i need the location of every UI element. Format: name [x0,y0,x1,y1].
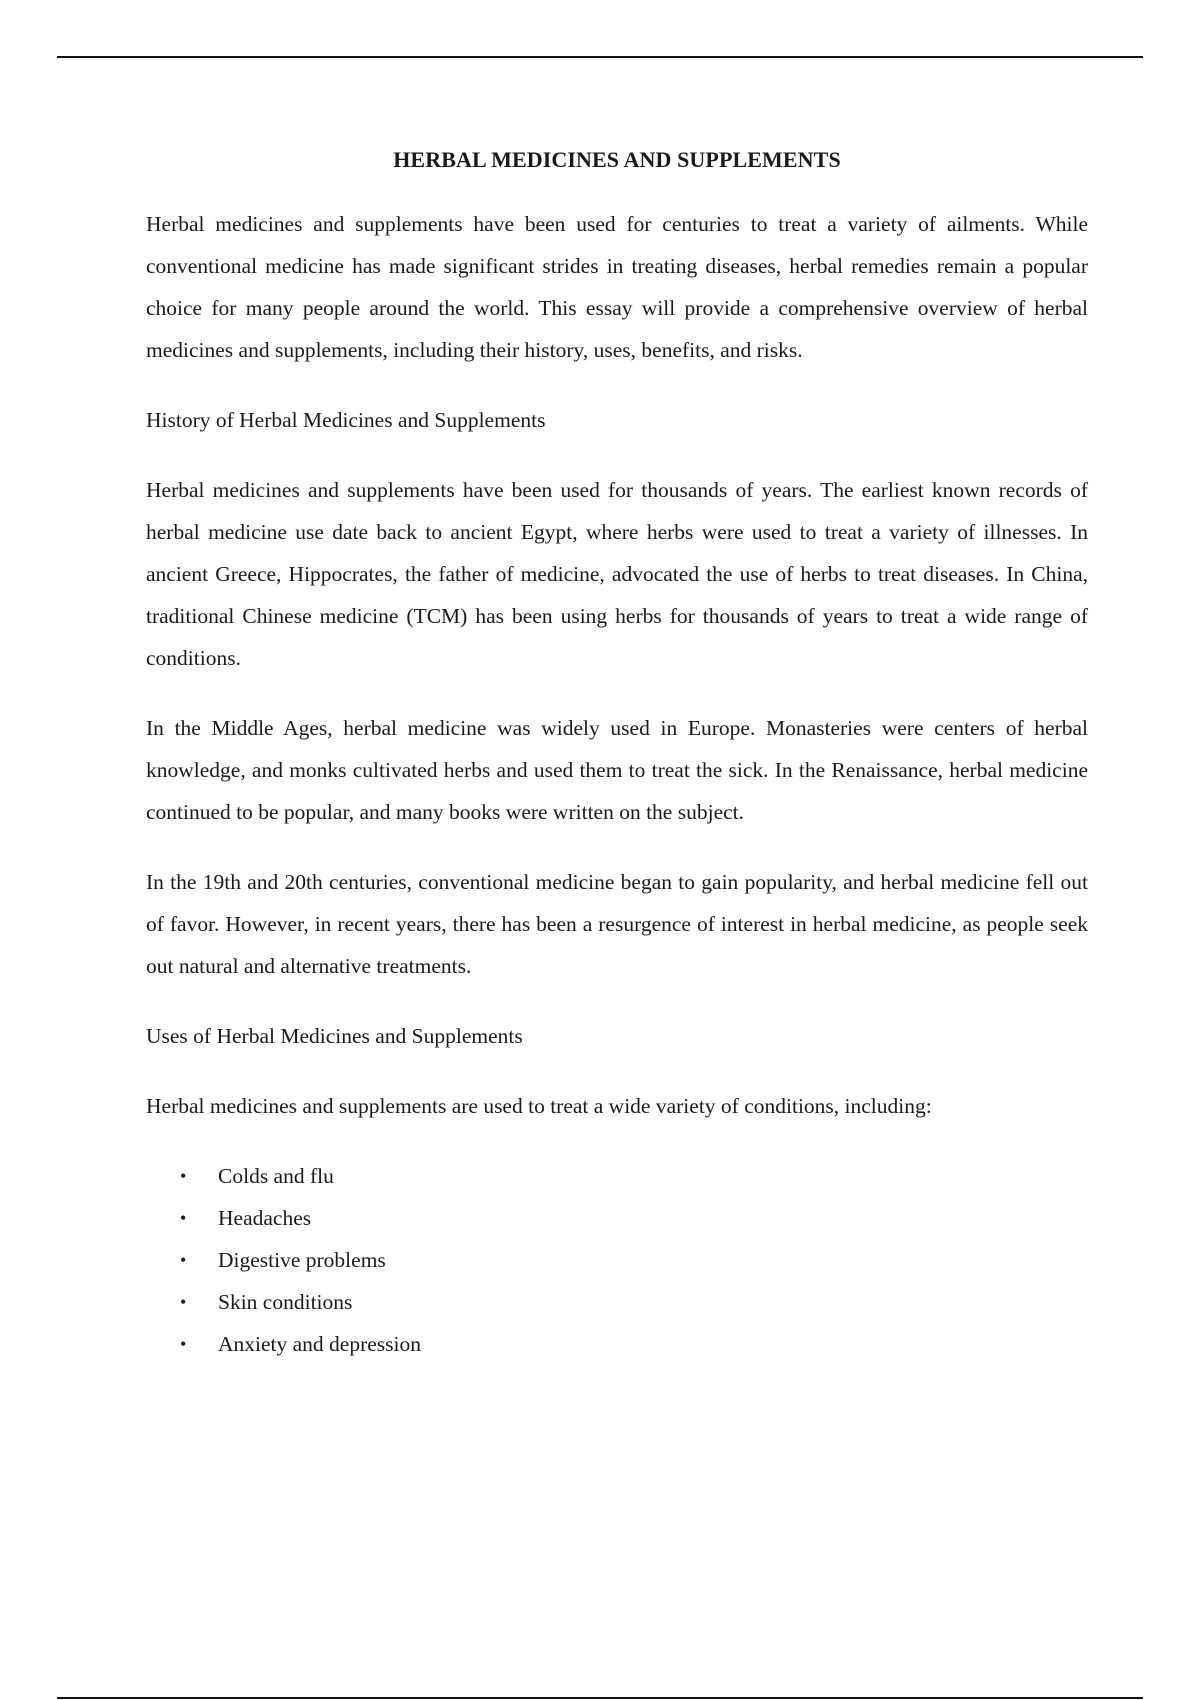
uses-list [146,1155,1088,1365]
uses-heading: Uses of Herbal Medicines and Supplements [146,1024,523,1048]
document-body [146,139,1088,1365]
list-item-label: Headaches [218,1206,312,1230]
bottom-rule [57,1697,1143,1699]
list-item [146,1239,1088,1281]
top-rule [57,56,1143,58]
bullet-icon: • [180,1166,187,1186]
bullet-icon: • [180,1334,187,1354]
list-item-label: Skin conditions [218,1290,353,1314]
bullet-icon: • [180,1250,187,1270]
list-item-label: Digestive problems [218,1248,386,1272]
list-item [146,1197,1088,1239]
history-paragraph-1: Herbal medicines and supplements have been used for thousands of years. The earliest known records of herbal medicine use date back to ancient Egypt, where herbs were used to treat a variety of illnesses. In ancient Greece, Hippocrates, the father of medicine, advocated the use of herbs to treat diseases. In China, traditional Chinese medicine (TCM) has been using herbs for thousands of years to treat a wide range of conditions. [146,478,1088,670]
history-paragraph-3: In the 19th and 20th centuries, conventional medicine began to gain popularity, and herbal medicine fell out of favor. However, in recent years, there has been a resurgence of interest in herbal medicine, as people seek out natural and alternative treatments. [146,870,1088,978]
history-heading: History of Herbal Medicines and Supplements [146,408,546,432]
list-item [146,1323,1088,1365]
uses-intro-paragraph: Herbal medicines and supplements are used to treat a wide variety of conditions, including: [146,1094,932,1118]
list-item-label: Anxiety and depression [218,1332,422,1356]
list-item [146,1281,1088,1323]
document-title: HERBAL MEDICINES AND SUPPLEMENTS [393,147,841,172]
bullet-icon: • [180,1292,187,1312]
list-item [146,1155,1088,1197]
bullet-icon: • [180,1208,187,1228]
history-paragraph-2: In the Middle Ages, herbal medicine was widely used in Europe. Monasteries were centers of herbal knowledge, and monks cultivated herbs and used them to treat the sick. In the Renaissance, herbal medicine continued to be popular, and many books were written on the subject. [146,716,1088,824]
intro-paragraph: Herbal medicines and supplements have been used for centuries to treat a variety of ailments. While conventional medicine has made significant strides in treating diseases, herbal remedies remain a popular choice for many people around the world. This essay will provide a comprehensive overview of herbal medicines and supplements, including their history, uses, benefits, and risks. [146,212,1088,362]
list-item-label: Colds and flu [218,1164,334,1188]
